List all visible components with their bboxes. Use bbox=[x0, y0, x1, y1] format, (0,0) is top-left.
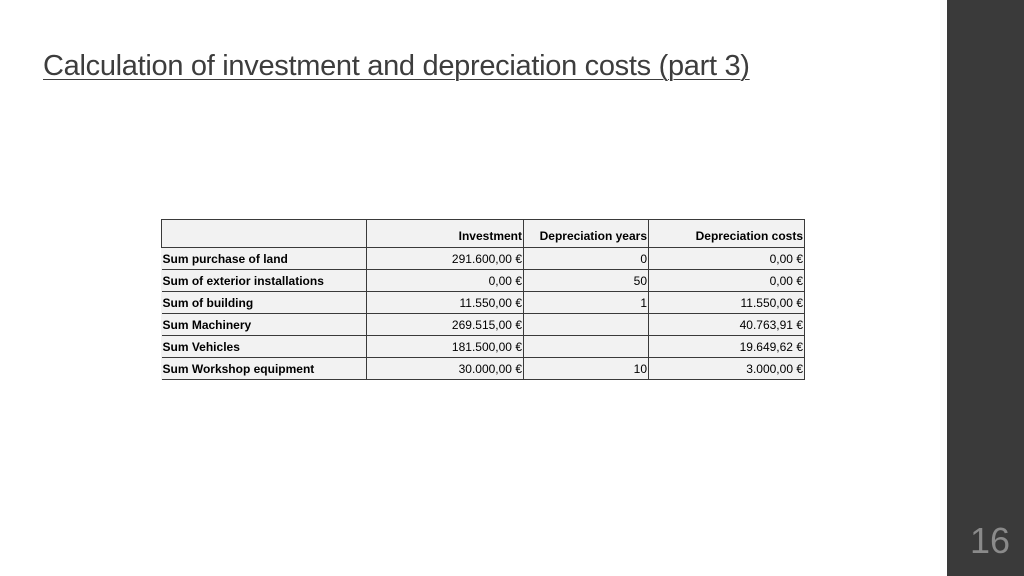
row-depreciation-years: 10 bbox=[524, 358, 649, 380]
header-investment: Investment bbox=[367, 220, 524, 248]
row-investment: 11.550,00 € bbox=[367, 292, 524, 314]
row-depreciation-costs: 40.763,91 € bbox=[649, 314, 805, 336]
slide-title: Calculation of investment and depreciation costs (part 3) bbox=[43, 50, 750, 82]
row-depreciation-costs: 11.550,00 € bbox=[649, 292, 805, 314]
row-investment: 0,00 € bbox=[367, 270, 524, 292]
row-investment: 269.515,00 € bbox=[367, 314, 524, 336]
row-depreciation-years bbox=[524, 314, 649, 336]
row-depreciation-years bbox=[524, 336, 649, 358]
header-label-cell bbox=[162, 220, 367, 248]
slide-sidebar bbox=[947, 0, 1024, 576]
row-depreciation-costs: 19.649,62 € bbox=[649, 336, 805, 358]
table-row bbox=[162, 292, 805, 314]
row-depreciation-costs: 0,00 € bbox=[649, 270, 805, 292]
row-depreciation-years: 0 bbox=[524, 248, 649, 270]
row-label: Sum purchase of land bbox=[162, 248, 367, 270]
row-label: Sum Vehicles bbox=[162, 336, 367, 358]
row-depreciation-years: 1 bbox=[524, 292, 649, 314]
row-investment: 30.000,00 € bbox=[367, 358, 524, 380]
page-number: 16 bbox=[969, 520, 1010, 561]
row-depreciation-years: 50 bbox=[524, 270, 649, 292]
table-row bbox=[162, 358, 805, 380]
header-depreciation-years: Depreciation years bbox=[524, 220, 649, 248]
row-label: Sum Workshop equipment bbox=[162, 358, 367, 380]
row-label: Sum of building bbox=[162, 292, 367, 314]
table-row bbox=[162, 314, 805, 336]
row-label: Sum of exterior installations bbox=[162, 270, 367, 292]
row-depreciation-costs: 0,00 € bbox=[649, 248, 805, 270]
table-row bbox=[162, 336, 805, 358]
table-header-row bbox=[162, 220, 805, 248]
table-row bbox=[162, 270, 805, 292]
header-depreciation-costs: Depreciation costs bbox=[649, 220, 805, 248]
row-depreciation-costs: 3.000,00 € bbox=[649, 358, 805, 380]
row-investment: 291.600,00 € bbox=[367, 248, 524, 270]
table-row bbox=[162, 248, 805, 270]
depreciation-table bbox=[161, 219, 805, 380]
row-investment: 181.500,00 € bbox=[367, 336, 524, 358]
row-label: Sum Machinery bbox=[162, 314, 367, 336]
